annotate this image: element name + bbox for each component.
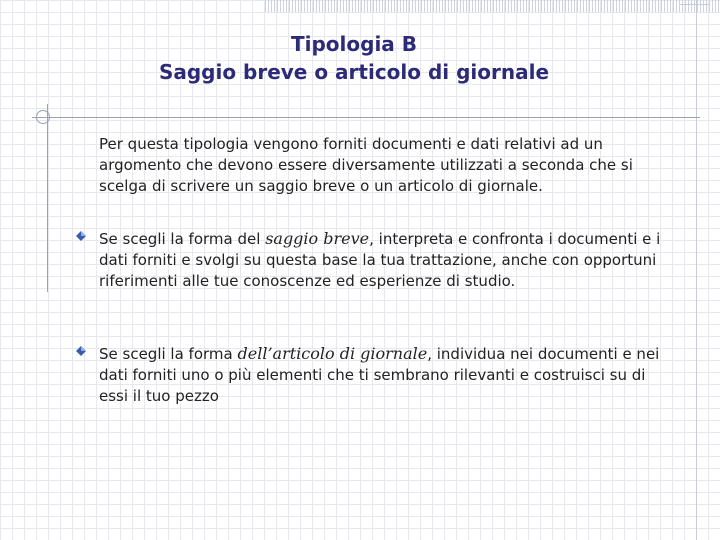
intro-paragraph: Per questa tipologia vengono forniti documenti e dati relativi ad un argomento che devono essere diversamente utilizzati a seconda che si scelga di scrivere un saggio breve o un articolo di giornale. <box>99 135 633 195</box>
diamond-bullet-icon <box>76 231 86 241</box>
decorative-vertical-rule <box>47 104 48 292</box>
bullet-1-post: , interpreta e confronta i documenti e i dati forniti e svolgi su questa base la tua trattazione, anche con opportuni riferimenti alle tue conoscenze ed esperienze di studio. <box>99 230 661 290</box>
bullet-1-pre: Se scegli la forma del <box>99 230 266 248</box>
decorative-right-tick <box>680 4 710 5</box>
title-line-2: Saggio breve o articolo di giornale <box>158 60 550 84</box>
title-line-1: Tipologia B <box>290 32 418 56</box>
bullet-1-emphasis: saggio breve <box>265 229 370 248</box>
bullet-saggio-breve <box>99 228 679 292</box>
bullet-2-pre: Se scegli la forma <box>99 345 238 363</box>
bullet-articolo-giornale <box>99 343 679 407</box>
decorative-horizontal-rule <box>32 117 700 118</box>
decorative-top-band <box>265 0 720 12</box>
decorative-right-line <box>696 0 697 540</box>
diamond-bullet-icon <box>76 346 86 356</box>
bullet-2-post: , individua nei documenti e nei dati forniti uno o più elementi che ti sembrano rilevanti e costruisci su di essi il tuo pezzo <box>99 345 660 405</box>
decorative-circle <box>36 110 50 124</box>
slide-title <box>100 30 608 86</box>
bullet-2-emphasis: dell’articolo di giornale <box>237 344 428 363</box>
